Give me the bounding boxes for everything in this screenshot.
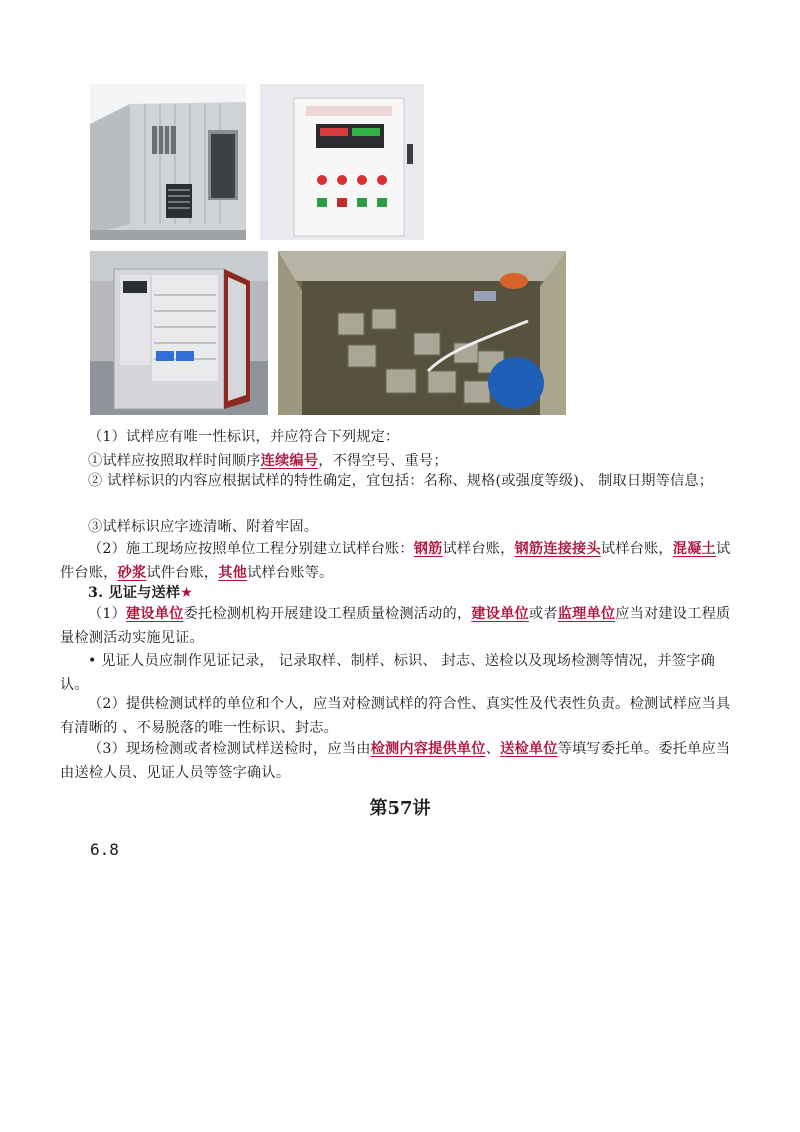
witness-responsibility-rule (60, 602, 740, 650)
highlight-term: 混凝土 (672, 541, 716, 557)
section-heading: 3. 见证与送样 (88, 585, 181, 601)
paragraph-text: 试样台账， (600, 541, 673, 557)
paragraph-text: 应当对建设工程质量检测活动实施见证。 (60, 606, 731, 646)
highlight-term: 其他 (218, 565, 248, 581)
paragraph-text: ，不得空号、重号； (318, 453, 448, 469)
highlight-term: 砂浆 (117, 565, 147, 581)
paragraph-text: 委托检测机构开展建设工程质量检测活动的， (183, 606, 472, 622)
paragraph-text: （3）现场检测或者检测试样送检时，应当由 (88, 741, 371, 757)
paragraph-text: • 见证人员应制作见证记录， 记录取样、制样、标识、 封志、送检以及现场检测等情况，并签字确认。 (60, 653, 715, 693)
highlight-term: 送检单位 (500, 741, 558, 757)
witness-record-rule (60, 649, 740, 697)
commission-form-rule (60, 737, 740, 785)
paragraph-text: 试样台账等。 (247, 565, 334, 581)
water-curing-tank-photo (278, 251, 566, 415)
paragraph-text: （1） (88, 606, 127, 622)
sample-provider-responsibility (60, 692, 740, 740)
label-content-rule (60, 469, 740, 493)
curing-cabinet-photo (90, 251, 268, 415)
highlight-term: 监理单位 (557, 606, 616, 622)
paragraph-text: ①试样应按照取样时间顺序 (88, 453, 261, 469)
paragraph-text: ③试样标识应字迹清晰、附着牢固。 (88, 519, 319, 535)
paragraph-text: 试件台账， (60, 541, 731, 581)
lecture-heading: 第57讲 (369, 798, 431, 819)
star-icon: ★ (180, 585, 194, 601)
container-curing-room-photo (90, 84, 246, 240)
sample-ledger-rule (60, 537, 740, 585)
paragraph-text: 等填写委托单。委托单应当由送检人员、见证人员等签字确认。 (60, 741, 731, 781)
highlight-term: 钢筋 (413, 541, 443, 557)
paragraph-text: 、 (485, 741, 501, 757)
sample-identification-rule (60, 425, 740, 449)
paragraph-text: 试件台账， (146, 565, 219, 581)
paragraph-text: 或者 (528, 606, 558, 622)
highlight-term: 检测内容提供单位 (370, 741, 486, 757)
highlight-term: 建设单位 (471, 606, 529, 622)
highlight-term: 建设单位 (126, 606, 184, 622)
paragraph-text: ② 试样标识的内容应根据试样的特性确定，宜包括：名称、规格(或强度等级)、 制取日期等信息； (88, 473, 714, 489)
highlight-term: 连续编号 (260, 453, 319, 469)
highlight-term: 钢筋连接接头 (514, 541, 601, 557)
section-number: 6.8 (90, 840, 119, 859)
paragraph-text: （1）试样应有唯一性标识，并应符合下列规定： (88, 429, 400, 445)
paragraph-text: （2）提供检测试样的单位和个人，应当对检测试样的符合性、真实性及代表性负责。检测试样应当具有清晰的 、不易脱落的唯一性标识、封志。 (60, 696, 731, 736)
paragraph-text: 试样台账， (442, 541, 515, 557)
label-legibility-rule (60, 515, 740, 539)
paragraph-text: （2）施工现场应按照单位工程分别建立试样台账： (88, 541, 414, 557)
control-panel-photo (260, 84, 424, 240)
